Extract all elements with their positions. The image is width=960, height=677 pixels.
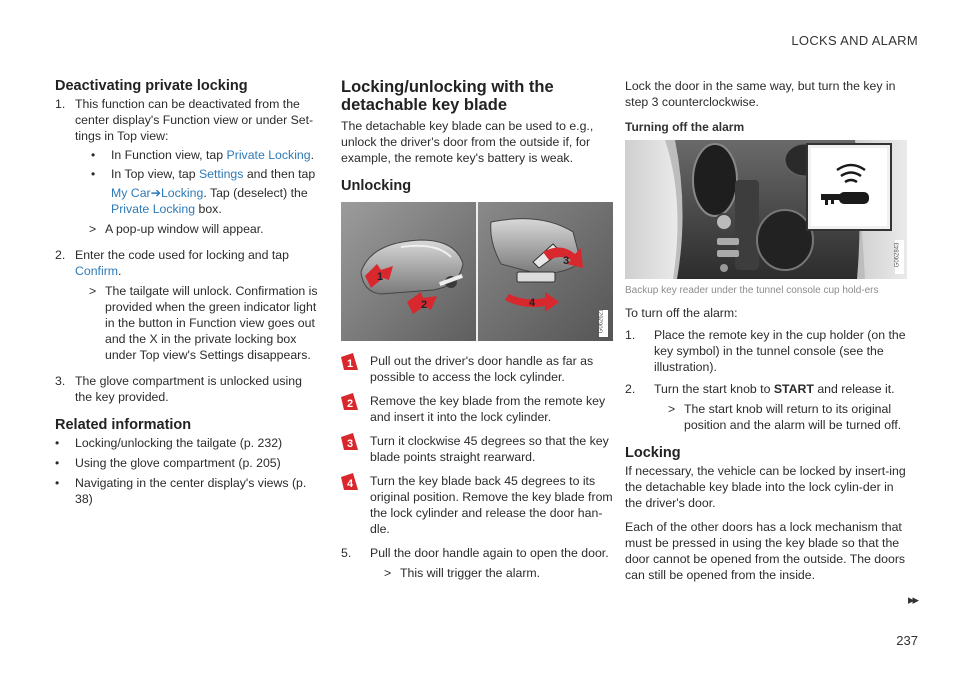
key-fob-icon bbox=[839, 192, 869, 204]
section-title: Locking/unlocking with the detachable key blade bbox=[341, 78, 554, 114]
related-information bbox=[55, 417, 320, 507]
step-badge-2: 2 Remove the key blade from the remote key and insert it into the lock cylinder. bbox=[341, 393, 613, 425]
ui-confirm: Confirm bbox=[75, 264, 119, 278]
step-result: > The start knob will return to its original position and the alarm will be turned off. bbox=[668, 402, 902, 432]
step-badge-3: 3 Turn it clockwise 45 degrees so that the key blade points straight rearward. bbox=[341, 433, 613, 465]
step-text: Turn the start knob to START and release it. bbox=[654, 382, 895, 396]
bullet-function-view: • In Function view, tap Private Locking. bbox=[91, 148, 315, 162]
intro-text: Lock the door in the same way, but turn the key in step 3 counterclockwise. bbox=[625, 79, 896, 109]
private-locking-column bbox=[55, 78, 320, 511]
step-1 bbox=[55, 96, 320, 241]
unlocking-steps bbox=[341, 353, 613, 585]
related-link[interactable]: • Navigating in the center display's views (p. 38) bbox=[55, 476, 307, 506]
section-header: LOCKS AND ALARM bbox=[791, 33, 918, 48]
ui-settings: Settings bbox=[198, 167, 244, 181]
step-text: Place the remote key in the cup holder (on the key symbol) in the tunnel console (see the illustration). bbox=[654, 328, 906, 374]
step-3 bbox=[55, 373, 320, 405]
step-number: 2. bbox=[55, 248, 66, 262]
step-3-badge-icon bbox=[341, 433, 358, 450]
step-text: This function can be deactivated from the center display's Function view or under Set-tings in Top view: bbox=[75, 97, 314, 143]
image-id: G062843 bbox=[894, 242, 901, 268]
step-number: 1. bbox=[625, 328, 636, 342]
step-2-badge-icon bbox=[341, 393, 358, 410]
svg-text:2: 2 bbox=[347, 398, 354, 410]
menu-path: My Car➔Locking. Tap (deselect) the Private Locking box. bbox=[111, 186, 308, 216]
svg-text:1: 1 bbox=[347, 358, 354, 370]
step-result: > A pop-up window will appear. bbox=[89, 222, 264, 236]
lead-text: To turn off the alarm: bbox=[625, 306, 738, 320]
intro-text: The detachable key blade can be used to e.g., unlock the driver's door from the outside if, for example, the remote key's battery is weak. bbox=[341, 119, 594, 165]
svg-text:4: 4 bbox=[347, 478, 354, 490]
door-handle-illustration bbox=[341, 202, 613, 341]
alarm-step-2 bbox=[625, 381, 907, 437]
alarm-column bbox=[625, 78, 907, 583]
key-blade-column bbox=[341, 78, 613, 591]
image-caption: Backup key reader under the tunnel console cup hold-ers bbox=[625, 285, 879, 296]
svg-text:2: 2 bbox=[421, 299, 428, 311]
arrow-right-icon: ➔ bbox=[150, 186, 161, 200]
alarm-subtitle: Turning off the alarm bbox=[625, 120, 745, 134]
step-2 bbox=[55, 247, 320, 367]
step-badge-4: 4 Turn the key blade back 45 degrees to its original position. Remove the key blade from the lock cylinder and release the door han-dle. bbox=[341, 473, 613, 537]
svg-text:4: 4 bbox=[529, 297, 536, 309]
svg-text:1: 1 bbox=[377, 271, 384, 283]
locking-paragraph-2: Each of the other doors has a lock mechanism that must be pressed in using the key blade so that the door cannot be opened from the outside. The doors can still be opened from the inside. bbox=[625, 520, 906, 582]
tunnel-console-illustration bbox=[625, 140, 907, 279]
step-text: The glove compartment is unlocked using the key provided. bbox=[75, 374, 302, 404]
image-id: G062621 bbox=[598, 308, 605, 334]
step-5 bbox=[341, 545, 613, 585]
next-page-icon[interactable]: ▸▸ bbox=[907, 592, 917, 607]
step-result: > The tailgate will unlock. Confirmation is provided when the green indicator light in the button in Function view goes out and the X in the private locking box under Top view's Settings disappears. bbox=[89, 284, 318, 362]
step-badge-1: 1 Pull out the driver's door handle as far as possible to access the lock cylinder. bbox=[341, 353, 613, 385]
unlocking-subtitle: Unlocking bbox=[341, 178, 412, 194]
step-text: Enter the code used for locking and tap Confirm. bbox=[75, 248, 289, 278]
related-title: Related information bbox=[55, 417, 192, 433]
step-number: 5. bbox=[341, 546, 352, 560]
step-number: 2. bbox=[625, 382, 636, 396]
page-number: 237 bbox=[896, 633, 918, 648]
related-link[interactable]: • Using the glove compartment (p. 205) bbox=[55, 456, 281, 470]
locking-paragraph-1: If necessary, the vehicle can be locked by insert-ing the detachable key blade into the lock cylin-der in the driver's door. bbox=[625, 464, 906, 510]
locking-title: Locking bbox=[625, 445, 681, 461]
step-text: Pull the door handle again to open the door. bbox=[370, 546, 609, 560]
svg-text:3: 3 bbox=[563, 255, 570, 267]
section-title: Deactivating private locking bbox=[55, 78, 248, 94]
step-1-badge-icon bbox=[341, 353, 358, 370]
step-result: > This will trigger the alarm. bbox=[384, 566, 541, 580]
alarm-step-1 bbox=[625, 327, 907, 375]
svg-text:3: 3 bbox=[347, 438, 354, 450]
related-link[interactable]: • Locking/unlocking the tailgate (p. 232) bbox=[55, 436, 283, 450]
bullet-top-view: • In Top view, tap Settings and then tap bbox=[91, 167, 316, 181]
step-number: 1. bbox=[55, 97, 66, 111]
ui-private-locking: Private Locking bbox=[226, 148, 311, 162]
step-number: 3. bbox=[55, 374, 66, 388]
step-4-badge-icon bbox=[341, 473, 358, 490]
